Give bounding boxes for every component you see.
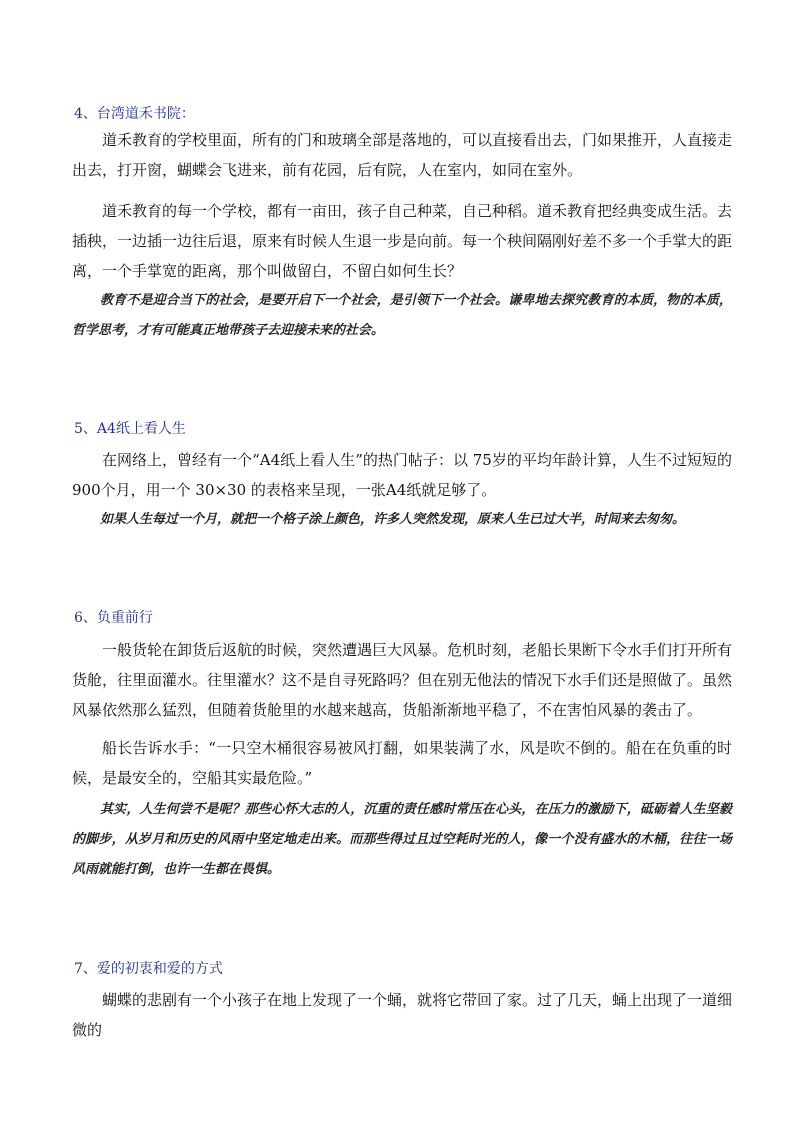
section-heading-5: 5、A4纸上看人生 xyxy=(74,421,186,437)
section-heading-7: 7、爱的初衷和爱的方式 xyxy=(74,961,223,977)
section-4-paragraph-2: 道禾教育的每一个学校，都有一亩田，孩子自己种菜，自己种稻。道禾教育把经典变成生活。去插秧，一边插一边往后退，原来有时候人生退一步是向前。每一个秧间隔刚好差不多一个手掌大的距离，一个手掌宽的距离，那个叫做留白，不留白如何生长？ xyxy=(72,202,733,280)
section-6-paragraph-2: 船长告诉水手：“一只空木桶很容易被风打翻，如果装满了水，风是吹不倒的。船在在负重的时候，是最安全的，空船其实最危险。” xyxy=(72,739,732,787)
section-5-note: 如果人生每过一个月，就把一个格子涂上颜色，许多人突然发现，原来人生已过大半，时间来去匆匆。 xyxy=(100,512,686,527)
section-heading-4: 4、台湾道禾书院： xyxy=(74,106,195,122)
section-6-paragraph-1: 一般货轮在卸货后返航的时候，突然遭遇巨大风暴。危机时刻，老船长果断下令水手们打开所有货舱，往里面灌水。往里灌水？这不是自寻死路吗？但在别无他法的情况下水手们还是照做了。虽然风暴依然那么猛烈，但随着货舱里的水越来越高，货船渐渐地平稳了，不在害怕风暴的袭击了。 xyxy=(72,641,733,719)
section-6-note: 其实，人生何尝不是呢？那些心怀大志的人，沉重的责任感时常压在心头，在压力的激励下，砥砺着人生坚毅的脚步，从岁月和历史的风雨中坚定地走出来。而那些得过且过空耗时光的人，像一个没有盛水的木桶，往往一场风雨就能打倒，也许一生都在畏惧。 xyxy=(72,802,732,877)
section-5-paragraph-1: 在网络上，曾经有一个“A4纸上看人生”的热门帖子：以 75岁的平均年龄计算，人生不过短短的900个月，用一个 30×30 的表格来呈现，一张A4纸就足够了。 xyxy=(72,451,732,499)
section-4-note: 教育不是迎合当下的社会，是要开启下一个社会，是引领下一个社会。谦卑地去探究教育的本质，物的本质，哲学思考，才有可能真正地带孩子去迎接未来的社会。 xyxy=(72,293,732,338)
section-heading-6: 6、负重前行 xyxy=(74,610,153,626)
section-7-paragraph-1: 蝴蝶的悲剧有一个小孩子在地上发现了一个蛹，就将它带回了家。过了几天，蛹上出现了一道细微的 xyxy=(72,991,733,1039)
section-4-paragraph-1: 道禾教育的学校里面，所有的门和玻璃全部是落地的，可以直接看出去，门如果推开，人直接走出去，打开窗，蝴蝶会飞进来，前有花园，后有院，人在室内，如同在室外。 xyxy=(72,131,733,179)
